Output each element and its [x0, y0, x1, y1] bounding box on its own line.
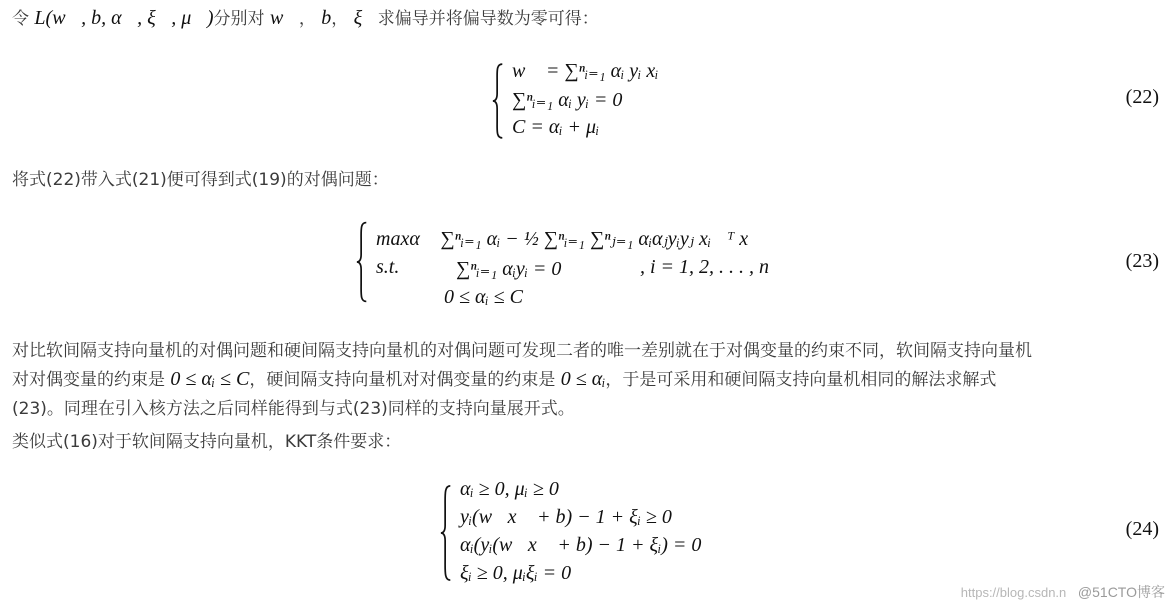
intro-sep-1: ， [298, 9, 316, 29]
watermark-brand: @51CTO博客 [1077, 584, 1165, 600]
equation-22-number: (22) [1125, 86, 1159, 108]
equation-23-line-1: maxα⃗ ∑ⁿᵢ₌₁ αᵢ − ½ ∑ⁿᵢ₌₁ ∑ⁿⱼ₌₁ αᵢαⱼyᵢyⱼ xᵢ⃗ᵀ xⱼ⃗ [376, 228, 780, 250]
equation-24-line-1: αᵢ ≥ 0, μᵢ ≥ 0 [460, 478, 559, 500]
paragraph-compare-line-3: (23)。同理在引入核方法之后同样能得到与式(23)同样的支持向量展开式。 [12, 399, 575, 419]
equation-22-line-1: w⃗ = ∑ⁿᵢ₌₁ αᵢ yᵢ xᵢ⃗ [512, 60, 674, 82]
compare-text-c: ，于是可采用和硬间隔支持向量机相同的解法求解式 [605, 370, 997, 390]
left-brace [440, 476, 452, 590]
equation-23-st-label: s.t. [376, 256, 400, 278]
equation-23-line-3: 0 ≤ αᵢ ≤ C [444, 286, 523, 308]
hard-margin-constraint: 0 ≤ αᵢ [560, 368, 606, 390]
var-w: w⃗ [269, 7, 299, 29]
paragraph-substitute: 将式(22)带入式(21)便可得到式(19)的对偶问题： [12, 170, 389, 190]
paragraph-compare-line-2 [12, 365, 996, 394]
intro-middle: 分别对 [213, 9, 265, 29]
left-brace [492, 56, 504, 146]
watermark [961, 582, 1165, 602]
equation-23-number: (23) [1125, 250, 1159, 272]
soft-margin-constraint: 0 ≤ αᵢ ≤ C [170, 368, 250, 390]
left-brace [356, 214, 368, 310]
intro-tail: 求偏导并将偏导数为零可得： [377, 9, 599, 29]
var-xi: ξ⃗ [353, 7, 378, 29]
equation-24-line-3: αᵢ(yᵢ(w⃗x⃗ + b) − 1 + ξᵢ) = 0 [460, 534, 702, 556]
intro-sep-2: ， [331, 9, 349, 29]
paragraph-compare-line-1: 对比软间隔支持向量机的对偶问题和硬间隔支持向量机的对偶问题可发现二者的唯一差别就在于对偶变量的约束不同，软间隔支持向量机 [12, 341, 1032, 361]
equation-24-line-4: ξᵢ ≥ 0, μᵢξᵢ = 0 [460, 562, 572, 584]
lagrangian-symbol: L(w⃗, b, α⃗, ξ⃗, μ⃗) [34, 7, 214, 29]
var-b: b [321, 7, 332, 29]
intro-lead: 令 [12, 9, 29, 29]
paragraph-kkt: 类似式(16)对于软间隔支持向量机，KKT条件要求： [12, 432, 402, 452]
equation-23-index-range: , i = 1, 2, . . . , n [640, 256, 770, 278]
intro-line [12, 4, 599, 33]
equation-24 [440, 474, 760, 592]
equation-22 [492, 52, 712, 148]
compare-text-a: 对对偶变量的约束是 [12, 370, 165, 390]
equation-22-line-2: ∑ⁿᵢ₌₁ αᵢ yᵢ = 0 [512, 89, 623, 111]
watermark-url: https://blog.csdn.n [960, 585, 1067, 600]
equation-22-line-3: C = αᵢ + μᵢ [512, 116, 600, 138]
equation-23-line-2: ∑ⁿᵢ₌₁ αᵢyᵢ = 0 [456, 258, 562, 280]
compare-text-b: ，硬间隔支持向量机对对偶变量的约束是 [249, 370, 556, 390]
equation-24-line-2: yᵢ(w⃗x⃗ + b) − 1 + ξᵢ ≥ 0 [460, 506, 672, 528]
equation-23 [356, 212, 836, 312]
equation-24-number: (24) [1125, 518, 1159, 540]
